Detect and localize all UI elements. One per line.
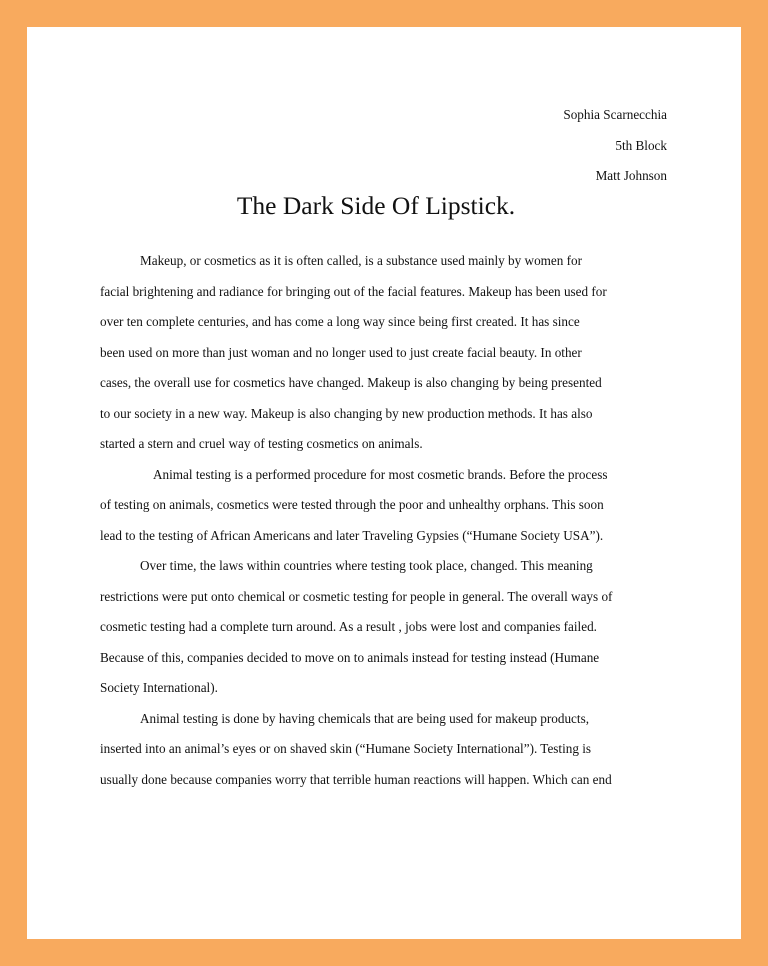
body-line: restrictions were put onto chemical or cosmetic testing for people in general. The overall ways of	[100, 588, 613, 604]
body-line: Over time, the laws within countries where testing took place, changed. This meaning	[140, 558, 593, 573]
class-block: 5th Block	[615, 137, 667, 153]
essay-body	[100, 246, 620, 795]
essay-header	[563, 100, 667, 192]
body-line: Society International).	[100, 680, 218, 695]
body-line: to our society in a new way. Makeup is also changing by new production methods. It has also	[100, 405, 593, 421]
body-line: facial brightening and radiance for bringing out of the facial features. Makeup has been used for	[100, 283, 607, 299]
essay-title: The Dark Side Of Lipstick.	[236, 191, 516, 220]
body-line: started a stern and cruel way of testing cosmetics on animals.	[100, 436, 423, 451]
body-line: lead to the testing of African Americans and later Traveling Gypsies (“Humane Society USA”).	[100, 527, 604, 543]
body-line: been used on more than just woman and no longer used to just create facial beauty. In other	[100, 344, 582, 360]
body-line: Makeup, or cosmetics as it is often called, is a substance used mainly by women for	[140, 253, 583, 268]
body-line: Animal testing is done by having chemicals that are being used for makeup products,	[140, 710, 589, 726]
body-line: usually done because companies worry that terrible human reactions will happen. Which can end	[100, 771, 612, 787]
body-line: of testing on animals, cosmetics were tested through the poor and unhealthy orphans. This soon	[100, 497, 604, 512]
body-line: cosmetic testing had a complete turn around. As a result , jobs were lost and companies failed.	[100, 619, 597, 634]
author-name: Sophia Scarnecchia	[563, 107, 667, 122]
teacher-name: Matt Johnson	[595, 168, 667, 183]
body-line: over ten complete centuries, and has come a long way since being first created. It has since	[100, 314, 580, 329]
body-line: Because of this, companies decided to move on to animals instead for testing instead (Humane	[100, 649, 600, 665]
body-line: cases, the overall use for cosmetics have changed. Makeup is also changing by being presented	[100, 375, 602, 390]
body-line: Animal testing is a performed procedure for most cosmetic brands. Before the process	[153, 466, 608, 482]
body-line: inserted into an animal’s eyes or on shaved skin (“Humane Society International”). Testing is	[100, 741, 592, 756]
